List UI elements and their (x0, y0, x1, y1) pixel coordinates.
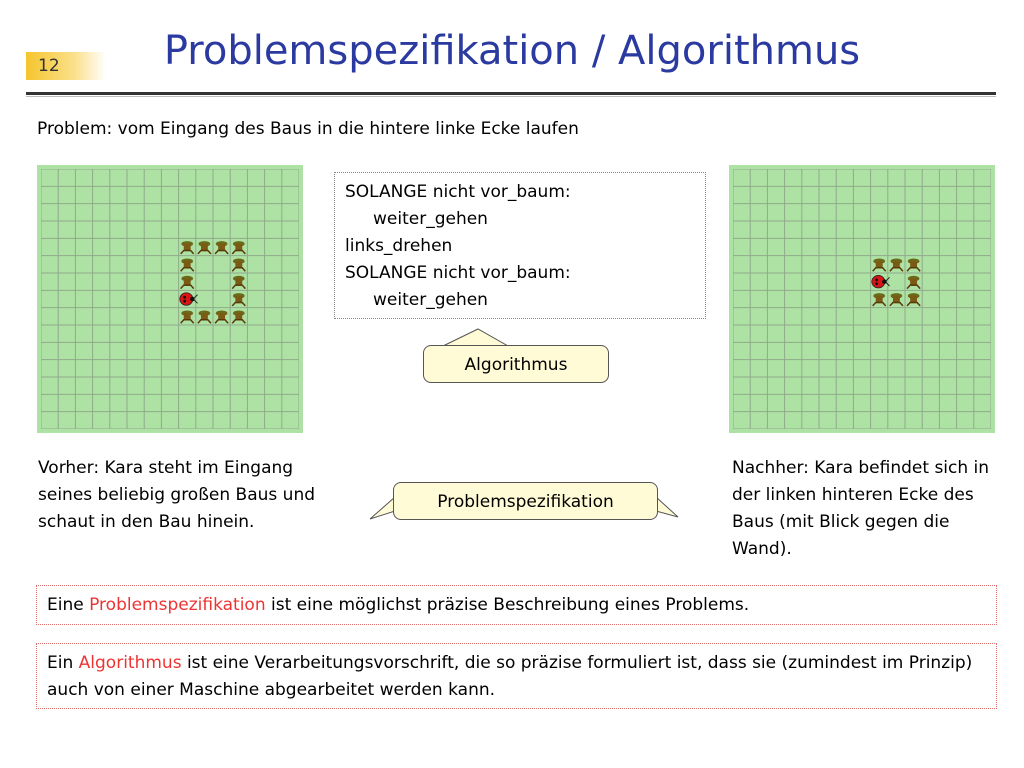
definition-specification (36, 585, 997, 625)
tree-stump-icon (215, 310, 228, 323)
definition-text: ist eine Verarbeitungsvorschrift, die so präzise formuliert ist, dass sie (zumindest im Prinzip) auch von einer Maschine abgearbeitet werden kann. (47, 653, 973, 700)
definition-text: Eine (47, 595, 90, 615)
after-description: Nachher: Kara befindet sich in der linken hinteren Ecke des Baus (mit Blick gegen die Wand). (732, 458, 990, 559)
tree-stump-icon (232, 310, 245, 323)
algorithm-line: weiter_gehen (373, 290, 488, 310)
tree-stump-icon (907, 276, 920, 289)
title-divider (26, 92, 996, 95)
tree-stump-icon (181, 276, 194, 289)
tree-stump-icon (907, 293, 920, 306)
ladybug-icon (180, 293, 198, 305)
spec-callout-pointer-left (370, 497, 395, 519)
tree-stump-icon (232, 293, 245, 306)
tree-stump-icon (198, 310, 211, 323)
spec-callout-pointer-right (656, 497, 678, 517)
tree-stump-icon (873, 293, 886, 306)
tree-stump-icon (232, 258, 245, 271)
tree-stump-icon (215, 241, 228, 254)
tree-stump-icon (198, 241, 211, 254)
definition-text: ist eine möglichst präzise Beschreibung eines Problems. (265, 595, 750, 615)
tree-stump-icon (890, 293, 903, 306)
problem-statement: Problem: vom Eingang des Baus in die hintere linke Ecke laufen (37, 119, 579, 139)
definition-term: Problemspezifikation (89, 595, 266, 615)
tree-stump-icon (232, 276, 245, 289)
algorithm-callout: Algorithmus (423, 345, 609, 383)
algorithm-line: SOLANGE nicht vor_baum: (345, 263, 571, 283)
tree-stump-icon (890, 258, 903, 271)
world-grid-after (733, 169, 991, 429)
algorithm-line: weiter_gehen (373, 209, 488, 229)
kara-world-after (729, 165, 995, 433)
tree-stump-icon (181, 241, 194, 254)
algo-callout-pointer (443, 329, 508, 346)
algorithm-code-box (334, 172, 706, 319)
algorithm-line: SOLANGE nicht vor_baum: (345, 182, 571, 202)
definition-term: Algorithmus (78, 653, 182, 673)
tree-stump-icon (907, 258, 920, 271)
definition-algorithm (36, 643, 997, 709)
tree-stump-icon (873, 258, 886, 271)
tree-stump-icon (181, 310, 194, 323)
title-divider-thin (26, 96, 996, 97)
before-description: Vorher: Kara steht im Eingang seines beliebig großen Baus und schaut in den Bau hinein. (38, 458, 316, 532)
ladybug-icon (872, 275, 890, 287)
slide-number: 12 (26, 52, 106, 80)
algorithm-line: links_drehen (345, 236, 453, 256)
definition-text: Ein (47, 653, 79, 673)
world-grid-before (41, 169, 299, 429)
tree-stump-icon (232, 241, 245, 254)
specification-callout: Problemspezifikation (393, 482, 658, 520)
slide-title: Problemspezifikation / Algorithmus (163, 28, 861, 74)
kara-world-before (37, 165, 303, 433)
tree-stump-icon (181, 258, 194, 271)
